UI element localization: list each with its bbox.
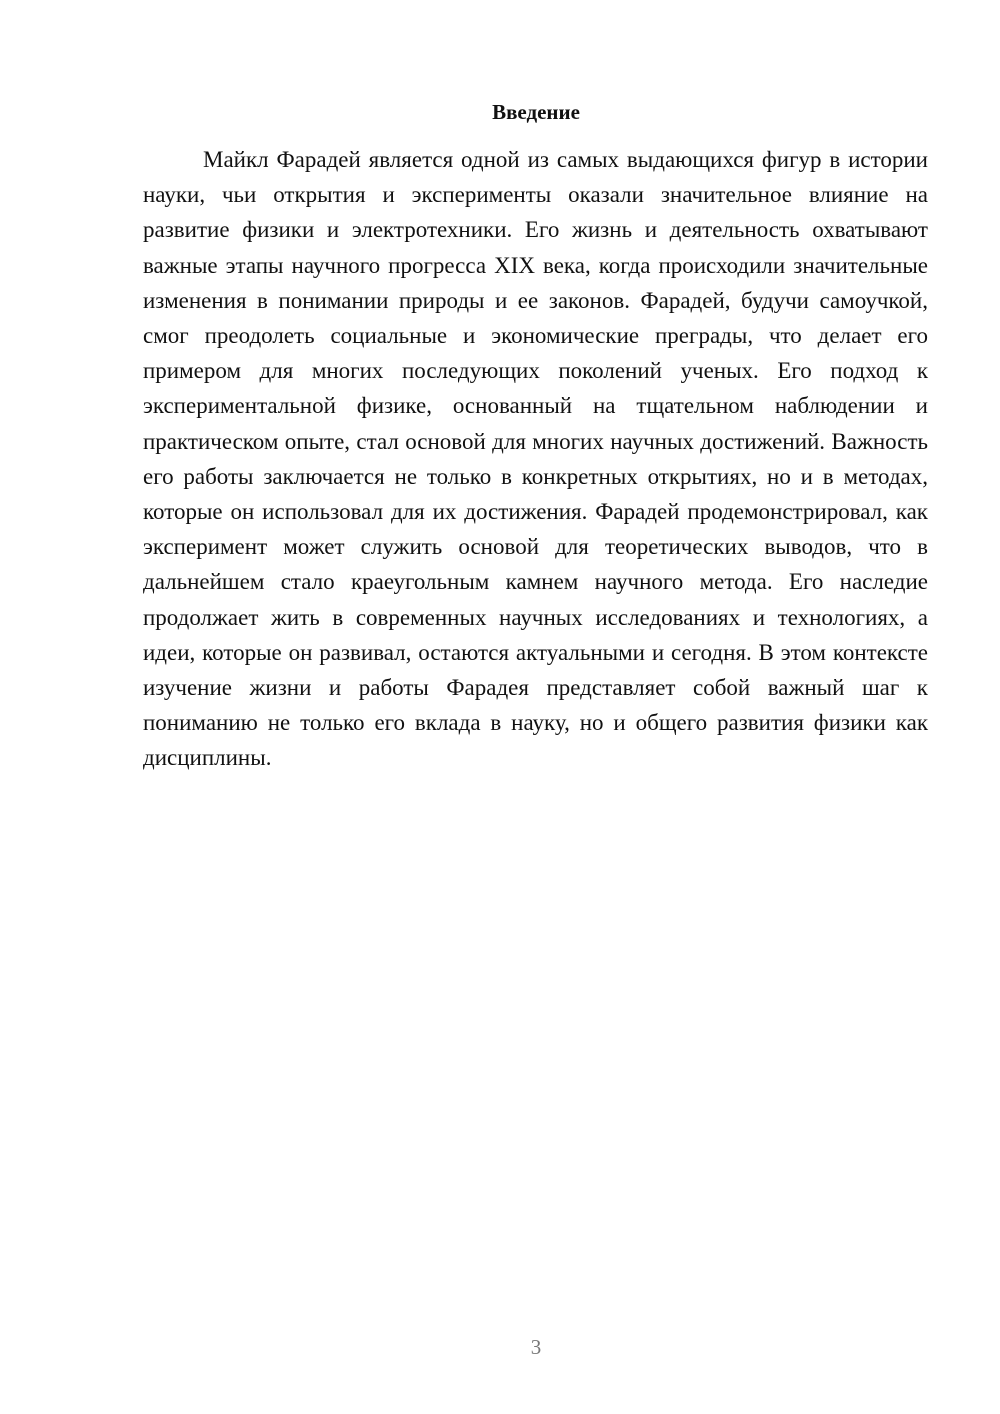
page-number: 3 [530, 1335, 542, 1359]
body-paragraph: Майкл Фарадей является одной из самых выдающихся фигур в истории науки, чьи открытия и эксперименты оказали значительное влияние на развитие физики и электротехники. Его жизнь и деятельность охватывают важные этапы научного прогресса XIX века, когда происходили значительные изменения в понимании природы и ее законов. Фарадей, будучи самоучкой, смог преодолеть социальные и экономические преграды, что делает его примером для многих последующих поколений ученых. Его подход к экспериментальной физике, основанный на тщательном наблюдении и практическом опыте, стал основой для многих научных достижений. Важность его работы заключается не только в конкретных открытиях, но и в методах, которые он использовал для их достижения. Фарадей продемонстрировал, как эксперимент может служить основой для теоретических выводов, что в дальнейшем стало краеугольным камнем научного метода. Его наследие продолжает жить в современных научных исследованиях и технологиях, а идеи, которые он развивал, остаются актуальными и сегодня. В этом контексте изучение жизни и работы Фарадея представляет собой важный шаг к пониманию не только его вклада в науку, но и общего развития физики как дисциплины. [143, 147, 928, 771]
section-heading: Введение [492, 100, 580, 124]
